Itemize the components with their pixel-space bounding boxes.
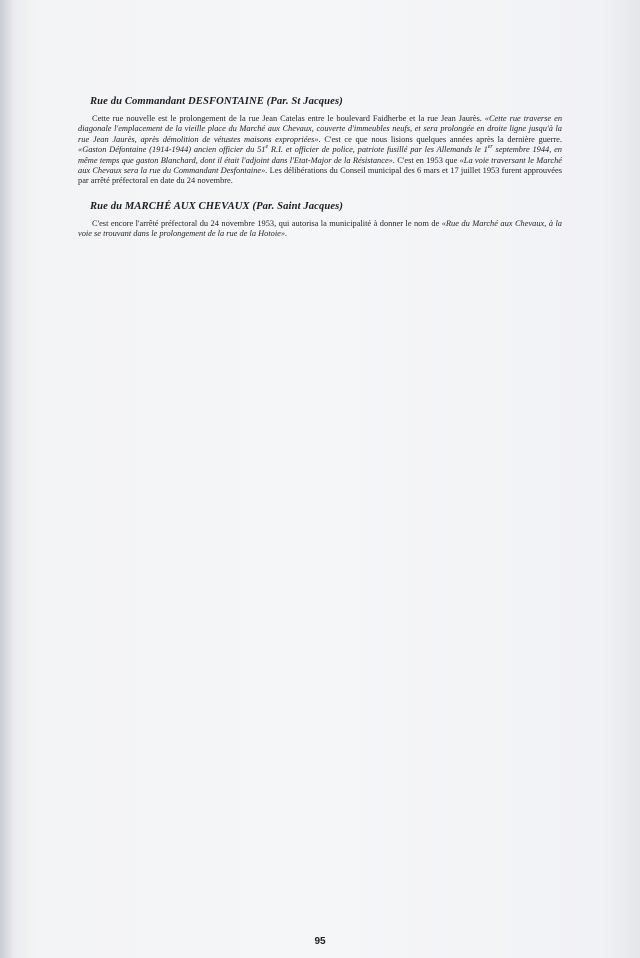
text-run: septembre 1944, en même temps que gaston Blanchard, dont il était l'adjoint dans l'Etat-Major de la Résistance». (78, 145, 562, 165)
text-run: C'est en 1953 que (394, 155, 460, 165)
text-run: C'est encore l'arrêté préfectoral du 24 novembre 1953, qui autorisa la municipalité à donner le nom de (92, 218, 442, 228)
quote-run: «Rue du Marché aux Chevaux, à la voie se trouvant dans le prolongement de la rue de la Hotoie». (78, 218, 562, 239)
text-run: C'est ce que nous lisions quelques années après la dernière guerre. (320, 134, 562, 144)
page-number: 95 (314, 936, 326, 947)
superscript: e (265, 144, 269, 151)
section-marche-aux-chevaux (78, 201, 562, 240)
quote-run: «Cette rue traverse en diagonale l'emplacement de la vieille place du Marché aux Chevaux, couverte d'immeubles neufs, et sera prolongée en droite ligne jusqu'à la rue Jean Jaurès, après démolition de vétustes maisons expropriées». (78, 114, 563, 144)
section-heading: Rue du MARCHÉ AUX CHEVAUX (Par. Saint Jacques) (90, 200, 344, 212)
quote-run: «La voie traversant le Marché aux Chevaux sera la rue du Commandant Desfontaine». (78, 155, 562, 176)
text-run: Cette rue nouvelle est le prolongement de la rue Jean Catelas entre le boulevard Faidherbe et la rue Jean Jaurès. (92, 114, 485, 123)
section-paragraph (78, 114, 562, 187)
binding-shadow (0, 0, 14, 958)
page-content (78, 96, 562, 254)
superscript: er (487, 144, 493, 151)
text-run: «Gaston Défontaine (1914-1944) ancien officier du 51 (78, 145, 266, 155)
section-paragraph (78, 219, 562, 240)
section-heading: Rue du Commandant DESFONTAINE (Par. St Jacques) (90, 96, 343, 107)
text-run: Les délibérations du Conseil municipal des 6 mars et 17 juillet 1953 furent approuvées par arrêté préfectoral en date du 24 novembre. (78, 166, 563, 186)
section-desfontaine (78, 96, 562, 187)
text-run: R.I. et officier de police, patriote fusillé par les Allemands le 1 (268, 145, 488, 155)
